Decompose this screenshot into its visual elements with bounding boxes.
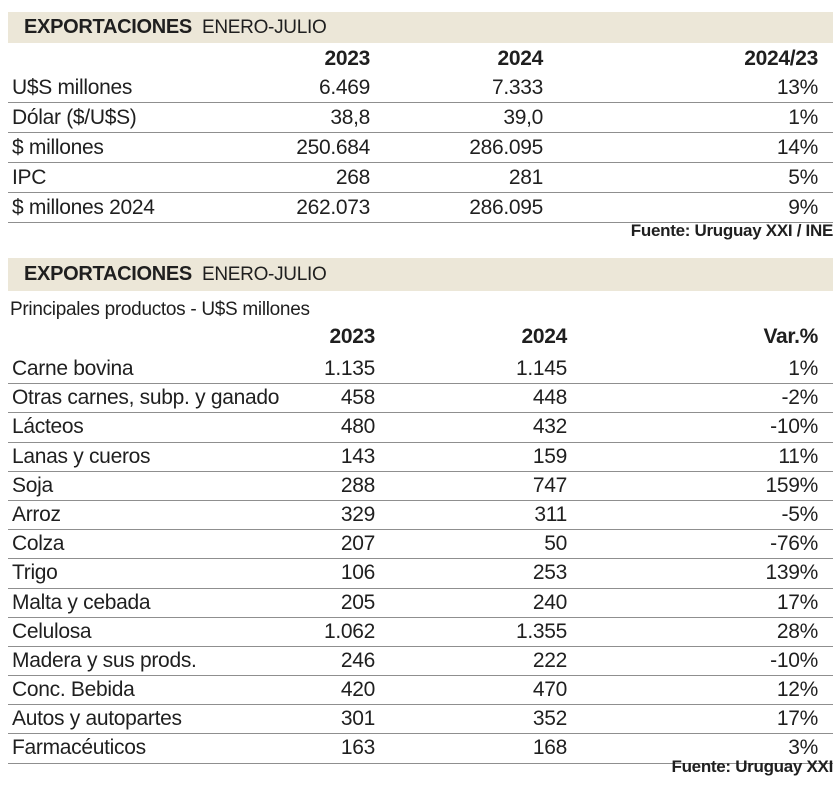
row-value: 480 <box>340 415 375 439</box>
row-value: 311 <box>534 502 567 526</box>
row-value: 246 <box>340 648 375 672</box>
row-value: 286.095 <box>469 196 543 219</box>
row-value: 17% <box>776 707 818 731</box>
table-row <box>8 443 833 472</box>
row-value: 5% <box>788 166 818 189</box>
row-label: Lanas y cueros <box>12 444 151 468</box>
row-value: 420 <box>340 678 375 702</box>
row-value: 1.062 <box>323 619 375 643</box>
row-label: Conc. Bebida <box>12 678 135 702</box>
row-value: 168 <box>532 736 567 760</box>
table-row <box>8 384 833 413</box>
row-value: 253 <box>532 561 567 585</box>
row-value: 7.333 <box>491 76 543 99</box>
row-value: 159% <box>765 473 818 497</box>
row-value: -10% <box>770 415 818 439</box>
row-value: 240 <box>532 590 567 614</box>
table-row <box>8 705 833 734</box>
row-value: 432 <box>532 415 567 439</box>
row-label: Lácteos <box>12 415 84 439</box>
column-header-variation: 2024/23 <box>744 47 818 70</box>
column-header-2024: 2024 <box>497 47 543 70</box>
row-value: 352 <box>532 707 567 731</box>
table-title: EXPORTACIONES <box>24 263 192 285</box>
row-value: 1.355 <box>515 619 567 643</box>
row-label: Otras carnes, subp. y ganado <box>12 386 280 410</box>
row-value: 3% <box>788 736 818 760</box>
row-label: IPC <box>12 166 47 189</box>
table-row <box>8 559 833 588</box>
row-value: 448 <box>532 386 567 410</box>
row-value: 268 <box>335 166 370 189</box>
row-value: 9% <box>788 196 818 219</box>
row-value: 143 <box>340 444 375 468</box>
table-header-bar <box>8 258 833 291</box>
table-title-period: ENERO-JULIO <box>201 16 327 38</box>
table-row <box>8 530 833 559</box>
column-header-row <box>8 324 833 350</box>
row-value: 13% <box>776 76 818 99</box>
table-row <box>8 413 833 442</box>
row-value: 288 <box>340 473 375 497</box>
row-value: 301 <box>340 707 375 731</box>
column-header-row <box>8 46 833 72</box>
table-header-bar <box>8 12 833 43</box>
row-value: 12% <box>776 678 818 702</box>
row-value: 28% <box>776 619 818 643</box>
column-header-2023: 2023 <box>324 47 370 70</box>
row-value: 747 <box>532 473 567 497</box>
row-label: Trigo <box>12 561 58 585</box>
row-label: Farmacéuticos <box>12 736 146 760</box>
row-value: -76% <box>770 532 818 556</box>
row-label: Carne bovina <box>12 357 134 380</box>
row-value: 17% <box>776 590 818 614</box>
row-value: 281 <box>508 166 543 189</box>
row-value: 250.684 <box>296 136 370 159</box>
row-value: 39,0 <box>503 106 543 129</box>
row-value: 38,8 <box>330 106 370 129</box>
row-value: 159 <box>532 444 567 468</box>
column-header-2024: 2024 <box>521 325 567 348</box>
table-row <box>8 193 833 223</box>
row-value: 11% <box>778 444 818 468</box>
table-row <box>8 501 833 530</box>
row-value: 14% <box>776 136 818 159</box>
table-row <box>8 133 833 163</box>
row-label: U$S millones <box>12 76 133 99</box>
row-label: Dólar ($/U$S) <box>12 106 137 129</box>
table-row <box>8 163 833 193</box>
row-value: 458 <box>340 386 375 410</box>
row-value: 163 <box>340 736 375 760</box>
row-value: 207 <box>340 532 375 556</box>
table-row <box>8 355 833 384</box>
row-value: 1.145 <box>515 357 567 380</box>
column-header-2023: 2023 <box>329 325 375 348</box>
table-body <box>8 73 833 223</box>
row-value: 286.095 <box>469 136 543 159</box>
row-value: 262.073 <box>296 196 370 219</box>
row-label: $ millones 2024 <box>12 196 155 219</box>
row-value: 222 <box>532 648 567 672</box>
row-label: Malta y cebada <box>12 590 151 614</box>
row-value: -5% <box>781 502 818 526</box>
row-value: 139% <box>765 561 818 585</box>
table-body <box>8 355 833 764</box>
row-value: 205 <box>340 590 375 614</box>
table-row <box>8 676 833 705</box>
source-note: Fuente: Uruguay XXI <box>671 757 833 776</box>
row-value: 1.135 <box>323 357 375 380</box>
table-row <box>8 589 833 618</box>
row-value: -2% <box>781 386 818 410</box>
row-label: Colza <box>12 532 65 556</box>
row-value: 1% <box>788 357 818 380</box>
row-label: Madera y sus prods. <box>12 648 197 672</box>
row-label: Autos y autopartes <box>12 707 182 731</box>
table-row <box>8 103 833 133</box>
table-row <box>8 472 833 501</box>
source-note: Fuente: Uruguay XXI / INE <box>630 221 833 240</box>
table-row <box>8 647 833 676</box>
column-header-variation: Var.% <box>763 325 818 348</box>
row-value: -10% <box>770 648 818 672</box>
table-title-period: ENERO-JULIO <box>201 263 327 285</box>
row-value: 1% <box>788 106 818 129</box>
row-label: Celulosa <box>12 619 92 643</box>
row-label: $ millones <box>12 136 104 159</box>
row-value: 6.469 <box>318 76 370 99</box>
row-value: 470 <box>532 678 567 702</box>
row-value: 50 <box>544 532 567 556</box>
table-subtitle: Principales productos - U$S millones <box>10 299 310 320</box>
table-row <box>8 73 833 103</box>
row-label: Arroz <box>12 502 61 526</box>
row-value: 329 <box>340 502 375 526</box>
row-label: Soja <box>12 473 53 497</box>
table-row <box>8 618 833 647</box>
row-value: 106 <box>340 561 375 585</box>
table-title: EXPORTACIONES <box>24 16 192 38</box>
